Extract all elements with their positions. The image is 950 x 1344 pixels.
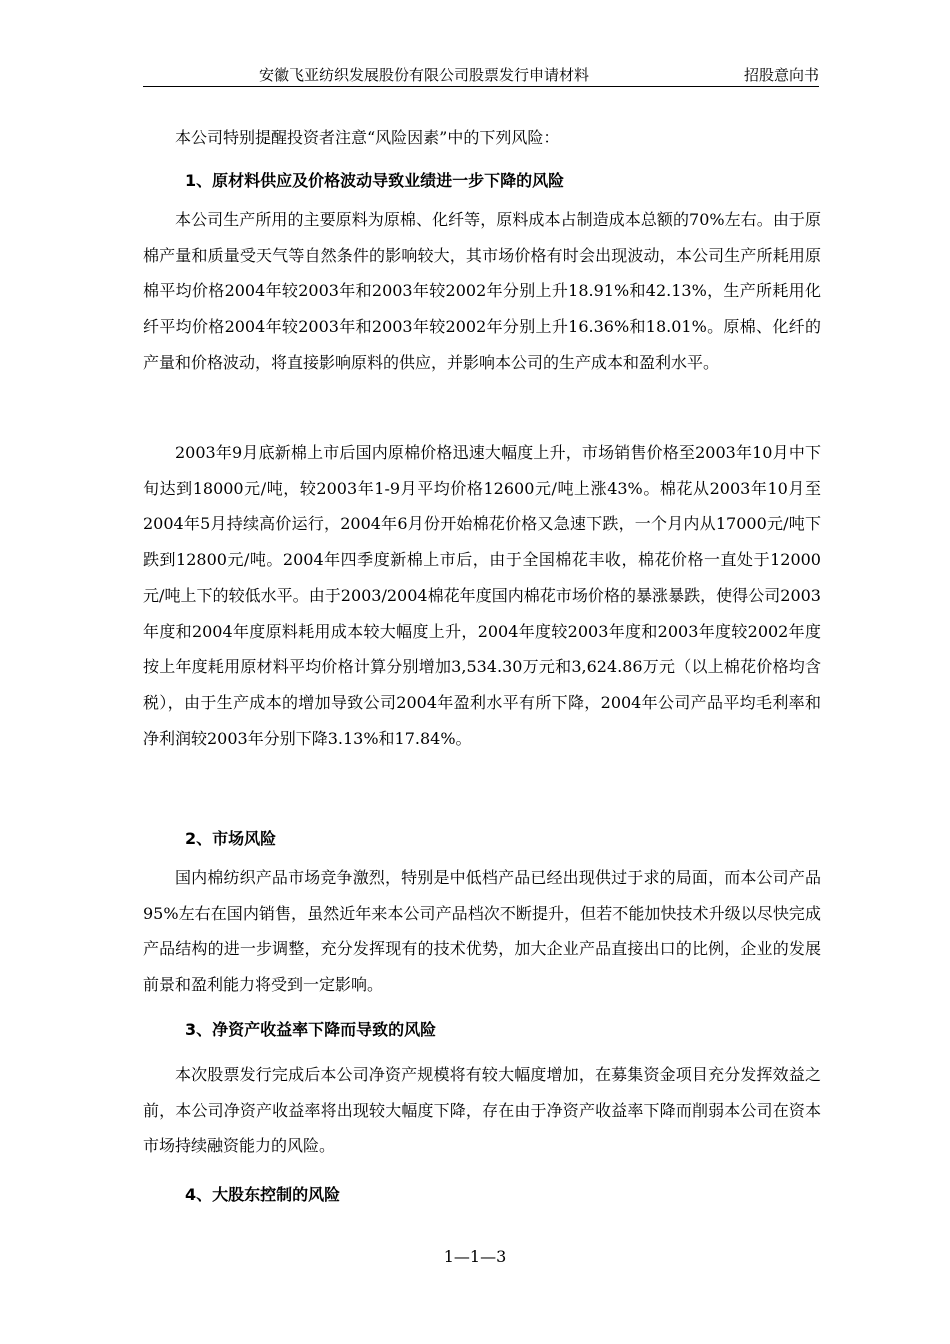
section-1-paragraph-1-text: 本公司生产所用的主要原料为原棉、化纤等，原料成本占制造成本总额的70%左右。由于原棉产量和质量受天气等自然条件的影响较大，其市场价格有时会出现波动，本公司生产所耗用原棉平均价格2004年较2003年和2003年较2002年分别上升18.91%和42.13%，生产所耗用化纤平均价格2004年较2003年和2003年较2002年分别上升16.36%和18.01%。原棉、化纤的产量和价格波动，将直接影响原料的供应，并影响本公司的生产成本和盈利水平。 [143,210,821,372]
section-3-paragraph-1 [143,1057,821,1164]
section-2-paragraph-1-text: 国内棉纺织产品市场竞争激烈，特别是中低档产品已经出现供过于求的局面，而本公司产品95%左右在国内销售，虽然近年来本公司产品档次不断提升，但若不能加快技术升级以尽快完成产品结构的进一步调整，充分发挥现有的技术优势，加大企业产品直接出口的比例，企业的发展前景和盈利能力将受到一定影响。 [143,868,821,995]
intro-text: 本公司特别提醒投资者注意“风险因素”中的下列风险： [175,128,560,147]
section-3-paragraph-1-text: 本次股票发行完成后本公司净资产规模将有较大幅度增加，在募集资金项目充分发挥效益之前，本公司净资产收益率将出现较大幅度下降，存在由于净资产收益率下降而削弱本公司在资本市场持续融资能力的风险。 [143,1065,821,1156]
section-4-heading: 4、大股东控制的风险 [185,1185,341,1204]
section-3-heading: 3、净资产收益率下降而导致的风险 [185,1020,437,1039]
section-2-paragraph-1 [143,860,821,1003]
header-doc-type: 招股意向书 [743,66,819,84]
section-1-paragraph-2-text: 2003年9月底新棉上市后国内原棉价格迅速大幅度上升，市场销售价格至2003年10月中下旬达到18000元/吨，较2003年1-9月平均价格12600元/吨上涨43%。棉花从2003年10月至2004年5月持续高价运行，2004年6月份开始棉花价格又急速下跌，一个月内从17000元/吨下跌到12800元/吨。2004年四季度新棉上市后，由于全国棉花丰收，棉花价格一直处于12000元/吨上下的较低水平。由于2003/2004棉花年度国内棉花市场价格的暴涨暴跌，使得公司2003年度和2004年度原料耗用成本较大幅度上升，2004年度较2003年度和2003年度较2002年度按上年度耗用原材料平均价格计算分别增加3,534.30万元和3,624.86万元（以上棉花价格均含税），由于生产成本的增加导致公司2004年盈利水平有所下降，2004年公司产品平均毛利率和净利润较2003年分别下降3.13%和17.84%。 [143,443,821,748]
page-header [143,62,819,87]
header-title: 安徽飞亚纺织发展股份有限公司股票发行申请材料 [259,66,590,84]
page-number: 1—1—3 [443,1247,507,1266]
section-1-paragraph-1 [143,202,821,381]
section-1-heading: 1、原材料供应及价格波动导致业绩进一步下降的风险 [185,171,565,190]
intro-paragraph [143,120,821,156]
section-2-heading: 2、市场风险 [185,829,277,848]
section-1-paragraph-2 [143,435,821,756]
